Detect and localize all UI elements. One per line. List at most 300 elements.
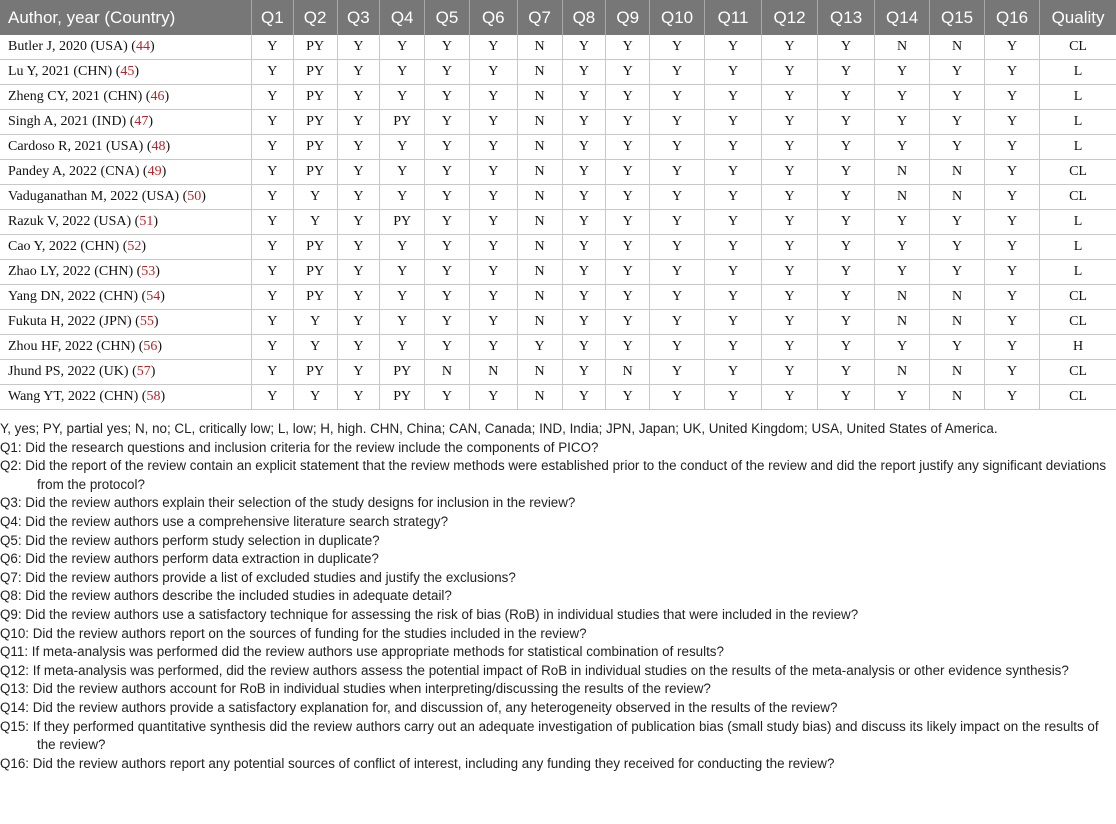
- rating-cell: N: [606, 360, 650, 385]
- rating-cell: Y: [252, 360, 294, 385]
- rating-cell: Y: [337, 135, 380, 160]
- rating-cell: PY: [380, 210, 425, 235]
- reference-link[interactable]: 47: [134, 114, 149, 129]
- rating-cell: Y: [562, 160, 606, 185]
- table-row: [0, 235, 1116, 260]
- rating-cell: N: [517, 85, 562, 110]
- rating-cell: Y: [705, 60, 762, 85]
- rating-cell: Y: [762, 285, 818, 310]
- rating-cell: Y: [380, 60, 425, 85]
- rating-cell: Y: [875, 135, 930, 160]
- rating-cell: Y: [875, 260, 930, 285]
- rating-cell: Y: [425, 210, 470, 235]
- closing-paren: ): [149, 39, 155, 54]
- rating-cell: Y: [875, 385, 930, 410]
- rating-cell: Y: [425, 260, 470, 285]
- rating-cell: Y: [875, 210, 930, 235]
- rating-cell: Y: [425, 135, 470, 160]
- rating-cell: Y: [930, 135, 985, 160]
- rating-cell: Y: [252, 60, 294, 85]
- rating-cell: Y: [875, 335, 930, 360]
- table-footnotes: [0, 410, 1116, 773]
- rating-cell: Y: [705, 285, 762, 310]
- rating-cell: Y: [818, 210, 875, 235]
- rating-cell: Y: [252, 185, 294, 210]
- rating-cell: Y: [380, 135, 425, 160]
- rating-cell: Y: [252, 135, 294, 160]
- rating-cell: Y: [705, 210, 762, 235]
- rating-cell: Y: [469, 385, 517, 410]
- author-cell: [0, 160, 252, 185]
- rating-cell: Y: [818, 160, 875, 185]
- rating-cell: N: [517, 135, 562, 160]
- rating-cell: Y: [650, 285, 705, 310]
- rating-cell: Y: [606, 260, 650, 285]
- author-cell: [0, 360, 252, 385]
- rating-cell: N: [517, 160, 562, 185]
- question-note: Q2: Did the report of the review contain an explicit statement that the review methods were established prior to the conduct of the review and did the report justify any significant deviations from the protocol?: [0, 458, 1107, 492]
- quality-cell: CL: [1040, 285, 1116, 310]
- rating-cell: Y: [705, 35, 762, 60]
- rating-cell: Y: [705, 385, 762, 410]
- rating-cell: Y: [252, 335, 294, 360]
- rating-cell: Y: [380, 335, 425, 360]
- abbreviations-note: Y, yes; PY, partial yes; N, no; CL, critically low; L, low; H, high. CHN, China; CAN, Canada; IND, India; JPN, Japan; UK, United Kingdom; USA, United States of America.: [0, 421, 998, 436]
- column-header-q3: Q3: [337, 0, 380, 35]
- question-note: Q6: Did the review authors perform data extraction in duplicate?: [0, 551, 379, 567]
- rating-cell: N: [930, 385, 985, 410]
- rating-cell: Y: [650, 385, 705, 410]
- reference-link[interactable]: 55: [139, 314, 154, 329]
- quality-cell: L: [1040, 210, 1116, 235]
- quality-cell: L: [1040, 60, 1116, 85]
- rating-cell: Y: [293, 335, 337, 360]
- rating-cell: Y: [985, 135, 1040, 160]
- table-row: [0, 310, 1116, 335]
- quality-cell: CL: [1040, 185, 1116, 210]
- reference-link[interactable]: 53: [141, 264, 156, 279]
- closing-paren: ): [153, 214, 158, 229]
- table-row: [0, 360, 1116, 385]
- rating-cell: Y: [930, 260, 985, 285]
- rating-cell: Y: [762, 385, 818, 410]
- rating-cell: N: [517, 385, 562, 410]
- author-text: Wang YT, 2022 (CHN) (: [8, 389, 147, 404]
- rating-cell: Y: [293, 310, 337, 335]
- reference-link[interactable]: 45: [120, 64, 135, 79]
- column-header-q9: Q9: [606, 0, 650, 35]
- reference-link[interactable]: 44: [135, 39, 150, 54]
- rating-cell: Y: [650, 335, 705, 360]
- table-header: [0, 0, 1116, 35]
- question-note: Q14: Did the review authors provide a satisfactory explanation for, and discussion of, any heterogeneity observed in the results of the review?: [0, 699, 838, 715]
- rating-cell: Y: [469, 210, 517, 235]
- rating-cell: Y: [252, 260, 294, 285]
- rating-cell: Y: [818, 60, 875, 85]
- rating-cell: N: [517, 235, 562, 260]
- table-body: [0, 35, 1116, 410]
- rating-cell: Y: [562, 310, 606, 335]
- rating-cell: Y: [650, 85, 705, 110]
- table-row: [0, 160, 1116, 185]
- rating-cell: PY: [380, 385, 425, 410]
- rating-cell: Y: [650, 260, 705, 285]
- rating-cell: Y: [337, 85, 380, 110]
- rating-cell: N: [517, 260, 562, 285]
- rating-cell: N: [517, 310, 562, 335]
- rating-cell: Y: [252, 35, 294, 60]
- rating-cell: Y: [985, 260, 1040, 285]
- author-cell: [0, 110, 252, 135]
- rating-cell: Y: [425, 35, 470, 60]
- rating-cell: Y: [293, 385, 337, 410]
- rating-cell: Y: [606, 160, 650, 185]
- rating-cell: Y: [650, 210, 705, 235]
- rating-cell: N: [875, 35, 930, 60]
- author-text: Jhund PS, 2022 (UK) (: [8, 364, 137, 379]
- rating-cell: Y: [469, 160, 517, 185]
- rating-cell: Y: [762, 335, 818, 360]
- rating-cell: Y: [425, 235, 470, 260]
- rating-cell: Y: [985, 310, 1040, 335]
- rating-cell: Y: [705, 85, 762, 110]
- author-cell: [0, 285, 252, 310]
- rating-cell: Y: [562, 135, 606, 160]
- rating-cell: Y: [562, 285, 606, 310]
- rating-cell: Y: [337, 60, 380, 85]
- rating-cell: Y: [562, 385, 606, 410]
- table-row: [0, 185, 1116, 210]
- reference-link[interactable]: 57: [136, 364, 151, 379]
- question-note: Q13: Did the review authors account for RoB in individual studies when interpreting/discussing the results of the review?: [0, 681, 711, 697]
- rating-cell: PY: [293, 260, 337, 285]
- rating-cell: N: [930, 35, 985, 60]
- rating-cell: Y: [705, 260, 762, 285]
- rating-cell: Y: [562, 335, 606, 360]
- closing-paren: ): [160, 389, 166, 404]
- header-row: [0, 0, 1116, 35]
- author-cell: [0, 310, 252, 335]
- rating-cell: Y: [606, 310, 650, 335]
- rating-cell: Y: [469, 85, 517, 110]
- reference-link[interactable]: 50: [187, 189, 202, 204]
- rating-cell: PY: [293, 60, 337, 85]
- rating-cell: PY: [293, 110, 337, 135]
- rating-cell: N: [930, 310, 985, 335]
- author-cell: [0, 135, 252, 160]
- rating-cell: Y: [650, 185, 705, 210]
- rating-cell: Y: [705, 110, 762, 135]
- rating-cell: Y: [425, 310, 470, 335]
- question-note: Q16: Did the review authors report any potential sources of conflict of interest, including any funding they received for conducting the review?: [0, 755, 835, 771]
- rating-cell: Y: [606, 185, 650, 210]
- rating-cell: Y: [985, 185, 1040, 210]
- column-header-q13: Q13: [818, 0, 875, 35]
- quality-cell: L: [1040, 235, 1116, 260]
- question-note: Q5: Did the review authors perform study selection in duplicate?: [0, 532, 380, 548]
- rating-cell: Y: [650, 310, 705, 335]
- rating-cell: Y: [606, 385, 650, 410]
- reference-link[interactable]: 48: [151, 139, 166, 154]
- rating-cell: N: [517, 60, 562, 85]
- rating-cell: Y: [875, 60, 930, 85]
- rating-cell: Y: [606, 235, 650, 260]
- closing-paren: ): [153, 314, 159, 329]
- rating-cell: Y: [606, 110, 650, 135]
- rating-cell: Y: [818, 235, 875, 260]
- rating-cell: Y: [562, 35, 606, 60]
- question-note: Q9: Did the review authors use a satisfactory technique for assessing the risk of bias (RoB) in individual studies that were included in the review?: [0, 606, 859, 622]
- rating-cell: Y: [425, 385, 470, 410]
- rating-cell: Y: [650, 135, 705, 160]
- author-text: Yang DN, 2022 (CHN) (: [8, 289, 147, 304]
- rating-cell: Y: [469, 60, 517, 85]
- rating-cell: Y: [606, 285, 650, 310]
- rating-cell: N: [875, 185, 930, 210]
- rating-cell: N: [517, 360, 562, 385]
- closing-paren: ): [165, 139, 171, 154]
- rating-cell: Y: [380, 285, 425, 310]
- rating-cell: Y: [337, 35, 380, 60]
- rating-cell: Y: [517, 335, 562, 360]
- rating-cell: Y: [985, 360, 1040, 385]
- reference-link[interactable]: 51: [139, 214, 154, 229]
- rating-cell: Y: [985, 85, 1040, 110]
- author-text: Cardoso R, 2021 (USA) (: [8, 139, 152, 154]
- closing-paren: ): [141, 239, 147, 254]
- author-text: Fukuta H, 2022 (JPN) (: [8, 314, 140, 329]
- rating-cell: Y: [818, 260, 875, 285]
- author-text: Zhou HF, 2022 (CHN) (: [8, 339, 144, 354]
- rating-cell: Y: [930, 110, 985, 135]
- rating-cell: Y: [469, 335, 517, 360]
- table-row: [0, 285, 1116, 310]
- column-header-author: Author, year (Country): [0, 0, 252, 35]
- question-note: Q7: Did the review authors provide a list of excluded studies and justify the exclusions?: [0, 569, 516, 585]
- question-note: Q12: If meta-analysis was performed, did the review authors assess the potential impact of RoB in individual studies on the results of the meta-analysis or other evidence synthesis?: [0, 662, 1069, 678]
- reference-link[interactable]: 52: [127, 239, 142, 254]
- rating-cell: Y: [562, 210, 606, 235]
- question-note: Q1: Did the research questions and inclusion criteria for the review include the components of PICO?: [0, 439, 599, 455]
- column-header-q16: Q16: [985, 0, 1040, 35]
- column-header-q6: Q6: [469, 0, 517, 35]
- column-header-q12: Q12: [762, 0, 818, 35]
- closing-paren: ): [160, 289, 165, 304]
- rating-cell: Y: [293, 210, 337, 235]
- rating-cell: Y: [293, 185, 337, 210]
- rating-cell: N: [875, 285, 930, 310]
- reference-link[interactable]: 54: [146, 289, 161, 304]
- rating-cell: Y: [252, 210, 294, 235]
- rating-cell: PY: [293, 35, 337, 60]
- rating-cell: Y: [380, 235, 425, 260]
- quality-cell: CL: [1040, 35, 1116, 60]
- rating-cell: Y: [252, 235, 294, 260]
- rating-cell: Y: [425, 185, 470, 210]
- rating-cell: Y: [562, 185, 606, 210]
- rating-cell: Y: [818, 135, 875, 160]
- quality-cell: CL: [1040, 385, 1116, 410]
- question-note: Q3: Did the review authors explain their selection of the study designs for inclusion in the review?: [0, 495, 576, 511]
- rating-cell: Y: [425, 160, 470, 185]
- column-header-q7: Q7: [517, 0, 562, 35]
- rating-cell: Y: [425, 335, 470, 360]
- rating-cell: PY: [380, 360, 425, 385]
- rating-cell: N: [425, 360, 470, 385]
- rating-cell: Y: [606, 35, 650, 60]
- rating-cell: Y: [380, 85, 425, 110]
- rating-cell: Y: [337, 160, 380, 185]
- table-row: [0, 110, 1116, 135]
- rating-cell: Y: [705, 185, 762, 210]
- rating-cell: Y: [337, 110, 380, 135]
- rating-cell: Y: [252, 285, 294, 310]
- rating-cell: Y: [985, 110, 1040, 135]
- rating-cell: Y: [562, 110, 606, 135]
- rating-cell: Y: [705, 235, 762, 260]
- rating-cell: Y: [469, 260, 517, 285]
- rating-cell: Y: [818, 185, 875, 210]
- rating-cell: Y: [875, 110, 930, 135]
- rating-cell: Y: [469, 285, 517, 310]
- rating-cell: Y: [818, 360, 875, 385]
- author-cell: [0, 260, 252, 285]
- rating-cell: Y: [930, 335, 985, 360]
- rating-cell: N: [930, 360, 985, 385]
- rating-cell: Y: [762, 310, 818, 335]
- rating-cell: Y: [337, 285, 380, 310]
- rating-cell: N: [875, 160, 930, 185]
- rating-cell: Y: [762, 235, 818, 260]
- rating-cell: Y: [337, 310, 380, 335]
- author-text: Cao Y, 2022 (CHN) (: [8, 239, 128, 254]
- rating-cell: Y: [930, 85, 985, 110]
- question-note: Q10: Did the review authors report on the sources of funding for the studies included in the review?: [0, 625, 587, 641]
- rating-cell: Y: [337, 185, 380, 210]
- closing-paren: ): [148, 114, 154, 129]
- rating-cell: PY: [293, 160, 337, 185]
- rating-cell: N: [930, 285, 985, 310]
- question-note: Q15: If they performed quantitative synthesis did the review authors carry out an adequate investigation of publication bias (small study bias) and discuss its likely impact on the results of the review?: [0, 718, 1099, 753]
- rating-cell: Y: [985, 285, 1040, 310]
- rating-cell: Y: [562, 85, 606, 110]
- quality-cell: L: [1040, 110, 1116, 135]
- rating-cell: Y: [762, 210, 818, 235]
- reference-link[interactable]: 46: [150, 89, 165, 104]
- rating-cell: Y: [469, 185, 517, 210]
- rating-cell: N: [469, 360, 517, 385]
- quality-cell: L: [1040, 260, 1116, 285]
- author-text: Vaduganathan M, 2022 (USA) (: [8, 189, 188, 204]
- rating-cell: Y: [337, 260, 380, 285]
- rating-cell: Y: [818, 285, 875, 310]
- rating-cell: Y: [606, 85, 650, 110]
- rating-cell: Y: [985, 60, 1040, 85]
- rating-cell: Y: [337, 385, 380, 410]
- rating-cell: Y: [252, 160, 294, 185]
- rating-cell: Y: [562, 360, 606, 385]
- rating-cell: Y: [818, 110, 875, 135]
- author-cell: [0, 85, 252, 110]
- rating-cell: Y: [425, 85, 470, 110]
- rating-cell: Y: [762, 260, 818, 285]
- rating-cell: Y: [252, 310, 294, 335]
- rating-cell: Y: [985, 35, 1040, 60]
- author-cell: [0, 335, 252, 360]
- column-header-q8: Q8: [562, 0, 606, 35]
- column-header-q5: Q5: [425, 0, 470, 35]
- quality-cell: H: [1040, 335, 1116, 360]
- author-text: Pandey A, 2022 (CNA) (: [8, 164, 148, 179]
- rating-cell: Y: [380, 310, 425, 335]
- closing-paren: ): [157, 339, 163, 354]
- rating-cell: Y: [380, 35, 425, 60]
- reference-link[interactable]: 49: [147, 164, 162, 179]
- rating-cell: Y: [562, 60, 606, 85]
- rating-cell: N: [517, 35, 562, 60]
- rating-cell: Y: [818, 310, 875, 335]
- rating-cell: Y: [762, 35, 818, 60]
- rating-cell: Y: [705, 360, 762, 385]
- rating-cell: PY: [293, 135, 337, 160]
- quality-cell: CL: [1040, 360, 1116, 385]
- rating-cell: N: [930, 160, 985, 185]
- rating-cell: Y: [985, 235, 1040, 260]
- rating-cell: Y: [705, 135, 762, 160]
- rating-cell: Y: [650, 360, 705, 385]
- quality-cell: CL: [1040, 160, 1116, 185]
- rating-cell: Y: [252, 110, 294, 135]
- table-row: [0, 35, 1116, 60]
- question-note: Q8: Did the review authors describe the included studies in adequate detail?: [0, 588, 452, 604]
- rating-cell: Y: [930, 210, 985, 235]
- rating-cell: Y: [425, 285, 470, 310]
- reference-link[interactable]: 58: [146, 389, 161, 404]
- rating-cell: Y: [337, 335, 380, 360]
- closing-paren: ): [150, 364, 156, 379]
- rating-cell: Y: [650, 60, 705, 85]
- rating-cell: Y: [762, 185, 818, 210]
- rating-cell: Y: [606, 335, 650, 360]
- author-cell: [0, 185, 252, 210]
- rating-cell: Y: [985, 210, 1040, 235]
- question-note: Q4: Did the review authors use a comprehensive literature search strategy?: [0, 513, 449, 529]
- rating-cell: Y: [762, 60, 818, 85]
- rating-cell: Y: [562, 260, 606, 285]
- rating-cell: Y: [985, 385, 1040, 410]
- rating-cell: N: [517, 210, 562, 235]
- rating-cell: PY: [293, 235, 337, 260]
- rating-cell: Y: [469, 35, 517, 60]
- column-header-quality: Quality: [1040, 0, 1116, 35]
- author-text: Butler J, 2020 (USA) (: [8, 39, 136, 54]
- closing-paren: ): [134, 64, 140, 79]
- closing-paren: ): [161, 164, 167, 179]
- rating-cell: Y: [380, 260, 425, 285]
- table-row: [0, 260, 1116, 285]
- column-header-q4: Q4: [380, 0, 425, 35]
- author-cell: [0, 385, 252, 410]
- question-definitions: [0, 439, 1112, 774]
- rating-cell: Y: [818, 385, 875, 410]
- rating-cell: PY: [380, 110, 425, 135]
- reference-link[interactable]: 56: [143, 339, 158, 354]
- column-header-q15: Q15: [930, 0, 985, 35]
- rating-cell: Y: [380, 160, 425, 185]
- rating-cell: Y: [705, 160, 762, 185]
- rating-cell: Y: [762, 110, 818, 135]
- rating-cell: Y: [762, 135, 818, 160]
